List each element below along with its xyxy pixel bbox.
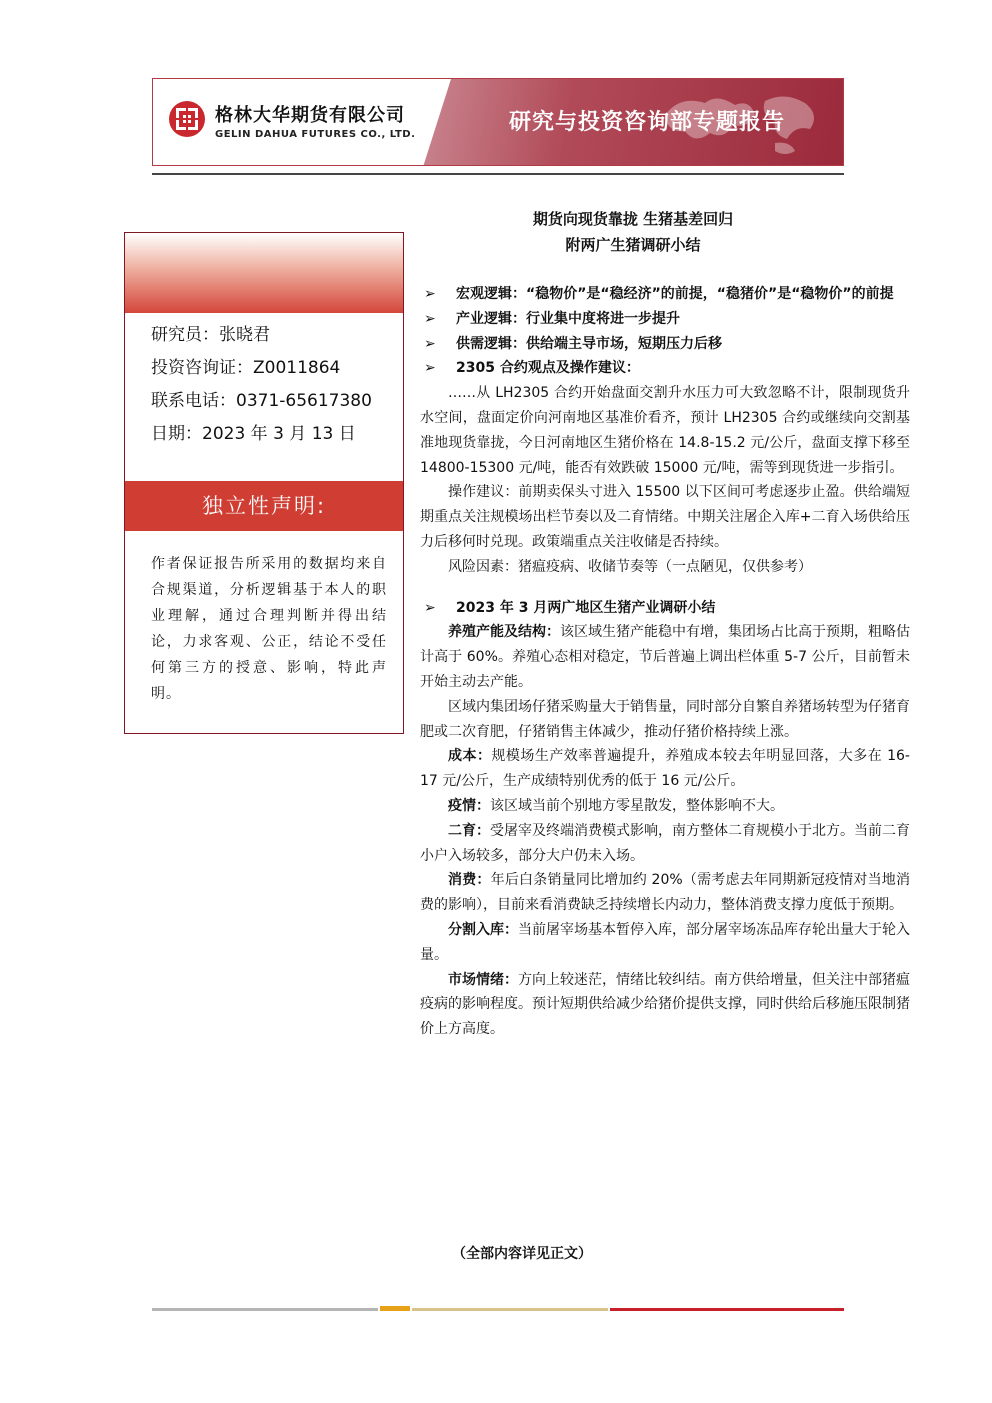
footer-segment-tan (412, 1308, 608, 1311)
bullet-survey-summary: ➢ 2023 年 3 月两广地区生猪产业调研小结 (420, 596, 910, 621)
bullet-macro-logic: ➢ 宏观逻辑：“稳物价”是“稳经济”的前提，“稳猪价”是“稳物价”的前提 (420, 282, 910, 307)
researcher-name: 研究员：张晓君 (151, 325, 270, 345)
contract-view-paragraph: ……从 LH2305 合约开始盘面交割升水压力可大致忽略不计，限制现货升水空间，盘面定价向河南地区基准价看齐，预计 LH2305 合约或继续向交割基准地现货靠拢，今日河南地区生猪价格在 14.8-15.2 元/公斤，盘面支撑下移至 14800-15300 元/吨，能否有效跌破 15000 元/吨，需等到现货进一步指引。 (420, 385, 910, 476)
report-type-title: 研究与投资咨询部专题报告 (509, 110, 786, 135)
report-date: 日期：2023 年 3 月 13 日 (151, 424, 356, 444)
cost-paragraph: 成本：规模场生产效率普遍提升，养殖成本较去年明显回落，大多在 16-17 元/公斤，生产成绩特别优秀的低于 16 元/公斤。 (420, 748, 910, 790)
epidemic-paragraph: 疫情：该区域当前个别地方零星散发，整体影响不大。 (448, 797, 784, 814)
arrow-icon: ➢ (424, 310, 436, 327)
capacity-paragraph: 养殖产能及结构：该区域生猪产能稳中有增，集团场占比高于预期，粗略估计高于 60%。养殖心态相对稳定，节后普遍上调出栏体重 5-7 公斤，目前暂未开始主动去产能。 (420, 624, 910, 690)
report-header (152, 78, 844, 168)
consumption-paragraph: 消费：年后白条销量同比增加约 20%（需考虑去年同期新冠疫情对当地消费的影响），目前来看消费缺乏持续增长内动力，整体消费支撑力度低于预期。 (420, 872, 910, 914)
report-content (420, 282, 910, 1042)
title-line-1: 期货向现货靠拢 生猪基差回归 (532, 210, 734, 228)
footer-segment-red (610, 1308, 844, 1311)
piglet-paragraph: 区域内集团场仔猪采购量大于销售量，同时部分自繁自养猪场转型为仔猪育肥或二次育肥，仔猪销售主体减少，推动仔猪价格持续上涨。 (420, 698, 910, 740)
header-divider (152, 173, 844, 175)
section-gap (420, 580, 910, 596)
header-box (152, 78, 844, 166)
author-info (151, 319, 372, 451)
operation-advice-paragraph: 操作建议：前期卖保头寸进入 15500 以下区间可考虑逐步止盈。供给端短期重点关注规模场出栏节奏以及二育情绪。中期关注屠企入库+二育入场供给压力后移何时兑现。政策端重点关注收储是否持续。 (420, 484, 910, 550)
arrow-icon: ➢ (424, 335, 436, 352)
bullet-contract-view: ➢ 2305 合约观点及操作建议： (420, 356, 910, 381)
company-name-cn: 格林大华期货有限公司 (215, 105, 405, 126)
statement-heading: 独立性声明: (125, 481, 403, 531)
refattening-paragraph: 二育：受屠宰及终端消费模式影响，南方整体二育规模小于北方。当前二育小户入场较多，部分大户仍未入场。 (420, 822, 910, 864)
storage-paragraph: 分割入库：当前屠宰场基本暂停入库，部分屠宰场冻品库存轮出量大于轮入量。 (420, 921, 910, 963)
company-logo-icon (167, 99, 207, 139)
footer-segment-gold (380, 1306, 410, 1311)
arrow-icon: ➢ (424, 599, 436, 616)
bullet-industry-logic: ➢ 产业逻辑：行业集中度将进一步提升 (420, 307, 910, 332)
document-title (420, 206, 846, 258)
arrow-icon: ➢ (424, 286, 436, 302)
author-sidebar (124, 232, 404, 734)
company-name-en: GELIN DAHUA FUTURES CO., LTD. (215, 129, 416, 140)
title-line-2: 附两广生猪调研小结 (565, 236, 701, 254)
arrow-icon: ➢ (424, 360, 436, 377)
sentiment-paragraph: 市场情绪：方向上较迷茫，情绪比较纠结。南方供给增量，但关注中部猪瘟疫病的影响程度。预计短期供给减少给猪价提供支撑，同时供给后移施压限制猪价上方高度。 (420, 971, 910, 1038)
statement-text: 作者保证报告所采用的数据均来自合规渠道，分析逻辑基于本人的职业理解，通过合理判断并得出结论，力求客观、公正，结论不受任何第三方的授意、影响，特此声明。 (151, 556, 387, 702)
risk-factors-paragraph: 风险因素：猪瘟疫病、收储节奏等（一点陋见，仅供参考） (448, 558, 812, 575)
bullet-supply-demand-logic: ➢ 供需逻辑：供给端主导市场，短期压力后移 (420, 332, 910, 357)
contact-phone: 联系电话：0371-65617380 (151, 391, 372, 411)
sidebar-gradient (125, 233, 403, 313)
footer-rule (152, 1306, 844, 1312)
footer-segment-gray (152, 1308, 378, 1311)
closing-note: （全部内容详见正文） (452, 1246, 592, 1262)
license-number: 投资咨询证：Z0011864 (151, 358, 341, 378)
